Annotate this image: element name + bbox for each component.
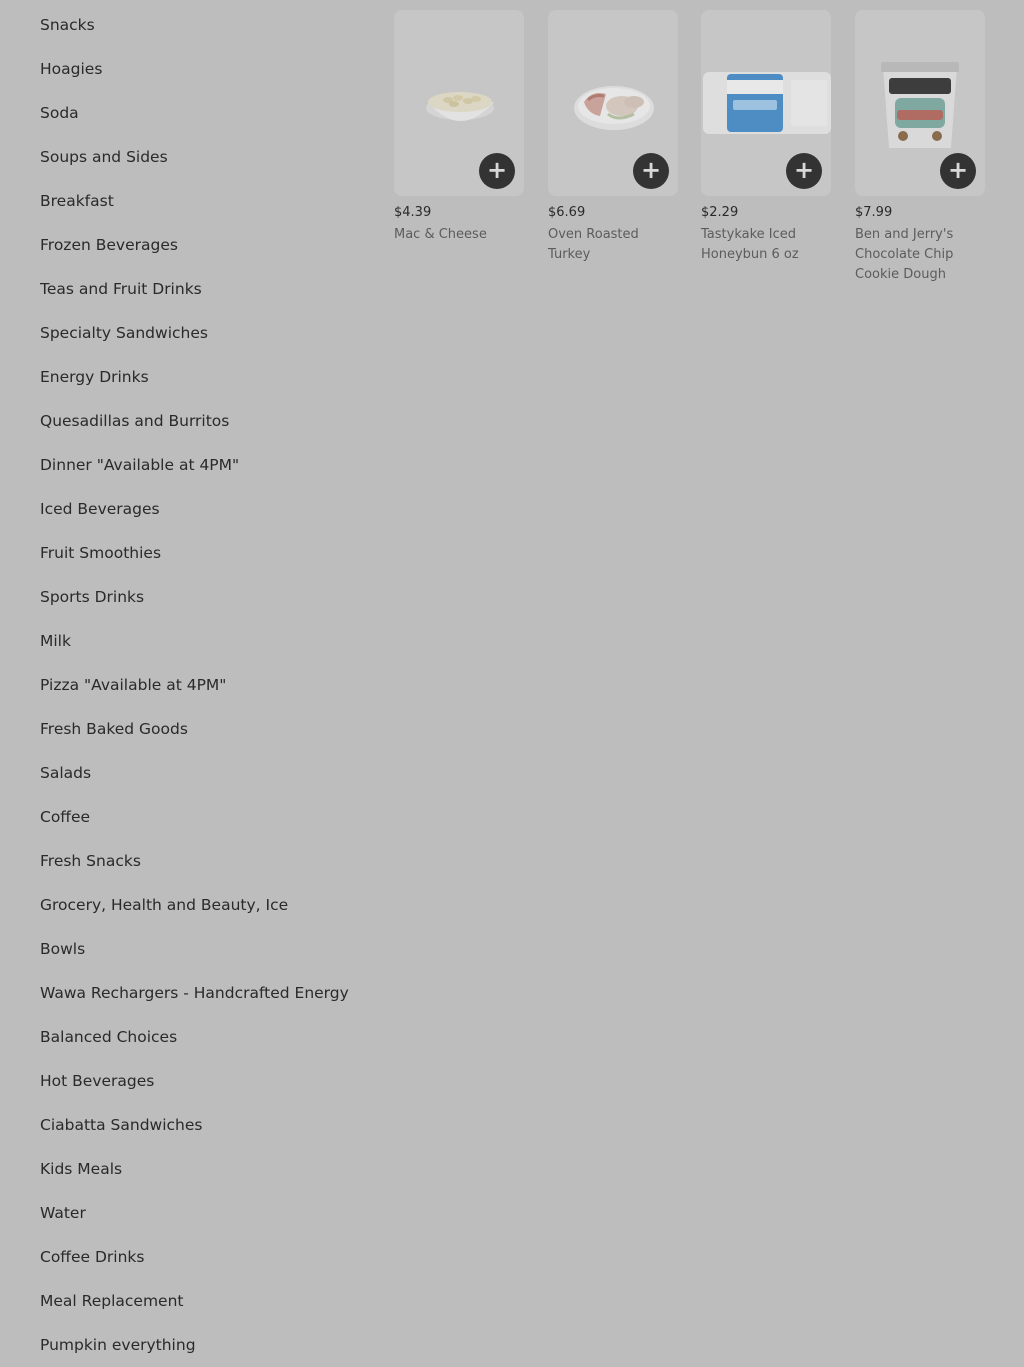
sidebar-category-item[interactable]: Milk xyxy=(40,632,71,650)
product-price: $4.39 xyxy=(394,205,432,220)
sidebar-category-item[interactable]: Soups and Sides xyxy=(40,148,168,166)
product-card[interactable] xyxy=(548,10,678,265)
product-price: $6.69 xyxy=(548,205,586,220)
product-card[interactable] xyxy=(855,10,985,285)
product-name[interactable]: Tastykake Iced Honeybun 6 oz xyxy=(701,227,799,262)
sidebar-category-item[interactable]: Soda xyxy=(40,104,79,122)
sidebar-category-item[interactable]: Teas and Fruit Drinks xyxy=(40,280,202,298)
sidebar-category-item[interactable]: Energy Drinks xyxy=(40,368,149,386)
product-image[interactable] xyxy=(701,10,831,196)
sidebar-category-item[interactable]: Coffee xyxy=(40,808,91,826)
sidebar-category-item[interactable]: Breakfast xyxy=(40,192,114,210)
sidebar-category-item[interactable]: Dinner "Available at 4PM" xyxy=(40,456,240,474)
sidebar-category-item[interactable]: Wawa Rechargers - Handcrafted Energy xyxy=(40,984,349,1002)
add-to-cart-button[interactable]: + xyxy=(633,153,669,189)
product-name[interactable]: Oven Roasted Turkey xyxy=(548,227,639,262)
add-to-cart-button[interactable]: + xyxy=(479,153,515,189)
add-to-cart-button[interactable]: + xyxy=(786,153,822,189)
sidebar-category-item[interactable]: Pizza "Available at 4PM" xyxy=(40,676,227,694)
sidebar-category-item[interactable]: Grocery, Health and Beauty, Ice xyxy=(40,896,289,914)
sidebar-category-item[interactable]: Frozen Beverages xyxy=(40,236,178,254)
add-to-cart-button[interactable]: + xyxy=(940,153,976,189)
sidebar-category-item[interactable]: Kids Meals xyxy=(40,1160,123,1178)
sidebar-category-item[interactable]: Snacks xyxy=(40,16,95,34)
category-sidebar xyxy=(40,3,380,1367)
sidebar-category-item[interactable]: Hot Beverages xyxy=(40,1072,155,1090)
sidebar-category-item[interactable]: Hoagies xyxy=(40,60,103,78)
product-price: $7.99 xyxy=(855,205,893,220)
sidebar-category-item[interactable]: Meal Replacement xyxy=(40,1292,184,1310)
sidebar-category-item[interactable]: Ciabatta Sandwiches xyxy=(40,1116,203,1134)
product-card[interactable] xyxy=(701,10,831,265)
sidebar-category-item[interactable]: Coffee Drinks xyxy=(40,1248,145,1266)
sidebar-category-item[interactable]: Specialty Sandwiches xyxy=(40,324,208,342)
product-image[interactable] xyxy=(855,10,985,196)
sidebar-category-item[interactable]: Quesadillas and Burritos xyxy=(40,412,230,430)
product-name[interactable]: Ben and Jerry's Chocolate Chip Cookie Dough xyxy=(855,227,954,282)
product-price: $2.29 xyxy=(701,205,739,220)
sidebar-category-item[interactable]: Salads xyxy=(40,764,92,782)
sidebar-category-item[interactable]: Fresh Snacks xyxy=(40,852,141,870)
sidebar-category-item[interactable]: Balanced Choices xyxy=(40,1028,178,1046)
product-image[interactable] xyxy=(548,10,678,196)
product-card[interactable] xyxy=(394,10,524,245)
sidebar-category-item[interactable]: Bowls xyxy=(40,940,86,958)
product-image[interactable] xyxy=(394,10,524,196)
sidebar-category-item[interactable]: Sports Drinks xyxy=(40,588,145,606)
sidebar-category-item[interactable]: Iced Beverages xyxy=(40,500,160,518)
sidebar-category-item[interactable]: Pumpkin everything xyxy=(40,1336,196,1354)
sidebar-category-item[interactable]: Fruit Smoothies xyxy=(40,544,162,562)
product-name[interactable]: Mac & Cheese xyxy=(394,227,487,242)
sidebar-category-item[interactable]: Water xyxy=(40,1204,86,1222)
sidebar-category-item[interactable]: Fresh Baked Goods xyxy=(40,720,188,738)
